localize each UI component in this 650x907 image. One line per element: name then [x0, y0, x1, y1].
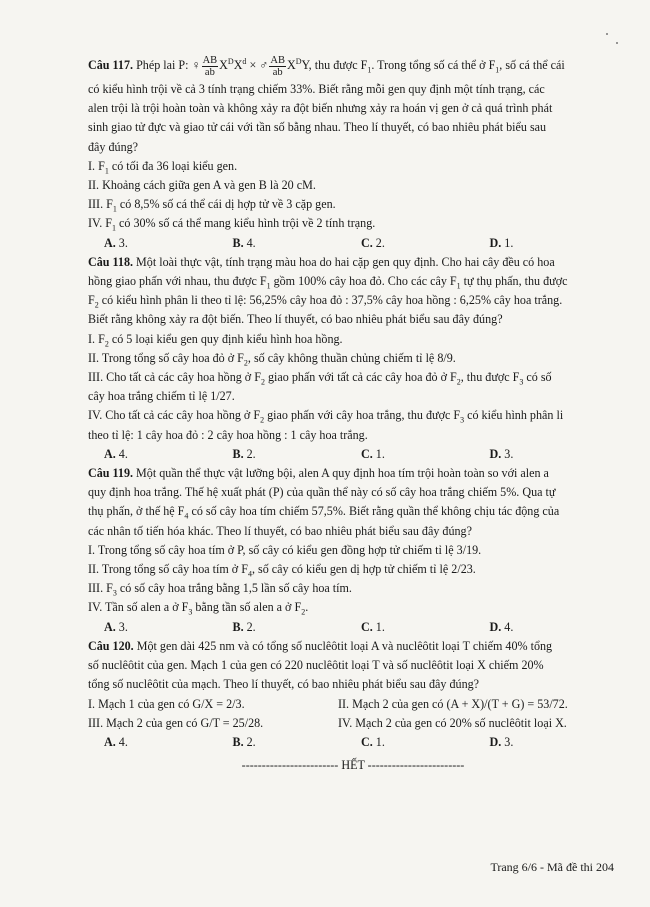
statement-row [88, 695, 618, 714]
answer-options [88, 234, 618, 253]
exam-page [88, 50, 618, 775]
statement: II. Trong tổng số cây hoa tím ở $F_4$, số cây có kiểu gen dị hợp tử chiếm tỉ lệ 2/23. [88, 562, 476, 579]
question-text: các nhân tố tiến hóa khác. Theo lí thuyết, có bao nhiêu phát biểu sau đây đúng? [88, 523, 472, 538]
question-text: số nuclêôtit của gen. Mạch 1 của gen có 220 nuclêôtit loại T và số nuclêôtit loại X chiếm 20% [88, 658, 544, 673]
answer-option[interactable]: C. 1. [361, 446, 385, 461]
question-text: quy định hoa trắng. Thế hệ xuất phát (P) của quần thể này có số cây hoa trắng chiếm 5%. Qua tự [88, 485, 556, 500]
answer-option[interactable]: A. 3. [104, 235, 128, 250]
page-footer: Trang 6/6 - Mã đề thi 204 [490, 860, 614, 874]
answer-option[interactable]: A. 4. [104, 446, 128, 461]
statement: II. Trong tổng số cây hoa đỏ ở $F_2$, số cây không thuần chủng chiếm tỉ lệ 8/9. [88, 350, 456, 368]
question-text: Phép lai P: ♀ [136, 58, 201, 72]
scan-speck [606, 33, 608, 35]
genotype-fraction: $\frac{AB}{ab}$ [270, 54, 285, 78]
statement: I. $F_1$ có tối đa 36 loại kiểu gen. [88, 158, 238, 176]
question-title: Câu 118. [88, 254, 134, 269]
statement: II. Mạch 2 của gen có (A + X)/(T + G) = 53/72. [338, 696, 568, 711]
statement: theo tỉ lệ: 1 cây hoa đỏ : 2 cây hoa hồng : 1 cây hoa trắng. [88, 427, 368, 442]
genotype-fraction: $\frac{AB}{ab}$ [202, 54, 218, 78]
answer-option[interactable]: D. 3. [489, 446, 514, 461]
answer-option[interactable]: A. 3. [104, 619, 128, 634]
answer-option[interactable]: A. 4. [104, 734, 128, 749]
scan-speck [616, 42, 618, 44]
question-117: Câu 117. Phép lai P: ♀ $\frac{AB}{ab}$ $X^DX^d$ × ♂ $\frac{AB}{ab}$ $X^DY$, thu được $F_1$. Trong tổng số cá thể ở $F_1$, số cá thể cái có kiểu hình trội về cả 3 tính trạng chiếm 33%. Biết rằng mỗi gen quy định một tính trạng, các alen trội là trội hoàn toàn và không xảy ra đột biến nhưng xảy ra hoán vị gen ở cả quá trình phát sinh giao tử đực và giao tử cái với tần số bằng nhau. Theo lí thuyết, có bao nhiêu phát biểu sau đây đúng? I. $F_1$ có tối đa 36 loại kiểu gen. II. Khoảng cách giữa gen A và gen B là 20 cM. III. $F_1$ có 8,5% số cá thể cái dị hợp tử về 3 cặp gen. IV. $F_1$ có 30% số cá thể mang kiểu hình trội về 2 tính trạng. A. 3. B. 4. C. 2. D. 1. [88, 50, 618, 253]
question-text: alen trội là trội hoàn toàn và không xảy ra đột biến nhưng xảy ra hoán vị gen ở cả quá trình phát [88, 101, 553, 116]
statement: III. Mạch 2 của gen có G/T = 25/28. [88, 715, 264, 730]
question-title: Câu 117. [88, 58, 134, 72]
statement: III. $F_3$ có số cây hoa trắng bằng 1,5 lần số cây hoa tím. [88, 581, 352, 598]
statement-row [88, 714, 618, 733]
question-text: tổng số nuclêôtit của mạch. Theo lí thuyết, có bao nhiêu phát biểu sau đây đúng? [88, 677, 480, 692]
answer-option[interactable]: C. 1. [361, 619, 385, 634]
question-120: Câu 120. Một gen dài 425 nm và có tổng số nuclêôtit loại A và nuclêôtit loại T chiếm 40% tổng số nuclêôtit của gen. Mạch 1 của gen có 220 nuclêôtit loại T và số nuclêôtit loại X chiếm 20% tổng số nuclêôtit của mạch. Theo lí thuyết, có bao nhiêu phát biểu sau đây đúng? I. Mạch 1 của gen có G/X = 2/3. II. Mạch 2 của gen có (A + X)/(T + G) = 53/72. III. Mạch 2 của gen có G/T = 25/28. IV. Mạch 2 của gen có 20% số nuclêôtit loại X. A. 4. B. 2. C. 1. D. 3. [88, 637, 618, 752]
question-title: Câu 120. [88, 638, 134, 653]
question-text: Biết rằng không xảy ra đột biến. Theo lí thuyết, có bao nhiêu phát biểu sau đây đúng? [88, 312, 503, 327]
answer-option[interactable]: C. 1. [361, 734, 385, 749]
answer-option[interactable]: B. 2. [232, 734, 256, 749]
question-text: thụ phấn, ở thế hệ $F_4$ có số cây hoa tím chiếm 57,5%. Biết rằng quần thể không chịu tác động của [88, 504, 560, 521]
question-text: có kiểu hình trội về cả 3 tính trạng chiếm 33%. Biết rằng mỗi gen quy định một tính trạng, các [88, 82, 545, 96]
statement: I. Trong tổng số cây hoa tím ở P, số cây có kiểu gen đồng hợp tử chiếm tỉ lệ 3/19. [88, 542, 482, 557]
answer-option[interactable]: D. 1. [489, 235, 514, 250]
end-marker: ------------------------ HẾT ------------------------ [241, 758, 465, 773]
answer-option[interactable]: B. 2. [232, 446, 256, 461]
statement: I. $F_2$ có 5 loại kiểu gen quy định kiểu hình hoa hồng. [88, 331, 343, 349]
answer-option[interactable]: B. 2. [232, 619, 256, 634]
question-119: Câu 119. Một quần thể thực vật lưỡng bội, alen A quy định hoa tím trội hoàn toàn so với alen a quy định hoa trắng. Thế hệ xuất phát (P) của quần thể này có số cây hoa trắng chiếm 5%. Qua tự thụ phấn, ở thế hệ $F_4$ có số cây hoa tím chiếm 57,5%. Biết rằng quần thể không chịu tác động của các nhân tố tiến hóa khác. Theo lí thuyết, có bao nhiêu phát biểu sau đây đúng? I. Trong tổng số cây hoa tím ở P, số cây có kiểu gen đồng hợp tử chiếm tỉ lệ 3/19. II. Trong tổng số cây hoa tím ở $F_4$, số cây có kiểu gen dị hợp tử chiếm tỉ lệ 2/23. III. $F_3$ có số cây hoa trắng bằng 1,5 lần số cây hoa tím. IV. Tần số alen a ở $F_3$ bằng tần số alen a ở $F_2$. A. 3. B. 2. C. 1. D. 4. [88, 464, 618, 637]
answer-option[interactable]: B. 4. [232, 235, 256, 250]
statement: III. $F_1$ có 8,5% số cá thể cái dị hợp tử về 3 cặp gen. [88, 197, 336, 214]
question-text: sinh giao tử đực và giao tử cái với tần số bằng nhau. Theo lí thuyết, có bao nhiêu phát biểu sau [88, 120, 547, 135]
statement: II. Khoảng cách giữa gen A và gen B là 20 cM. [88, 178, 316, 193]
answer-option[interactable]: D. 4. [489, 619, 514, 634]
statement: III. Cho tất cả các cây hoa hồng ở $F_2$ giao phấn với tất cả các cây hoa đỏ ở $F_2$, thu được $F_3$ có số [88, 370, 552, 387]
statement: IV. Mạch 2 của gen có 20% số nuclêôtit loại X. [338, 715, 567, 730]
answer-option[interactable]: C. 2. [361, 235, 385, 250]
answer-options [88, 618, 618, 637]
statement: cây hoa trắng chiếm tỉ lệ 1/27. [88, 389, 235, 404]
answer-options [88, 445, 618, 464]
question-text: đây đúng? [88, 139, 139, 154]
question-118: Câu 118. Một loài thực vật, tính trạng màu hoa do hai cặp gen quy định. Cho hai cây đều có hoa hồng giao phấn với nhau, thu được $F_1$ gồm 100% cây hoa đỏ. Cho các cây $F_1$ tự thụ phấn, thu được $F_2$ có kiểu hình phân li theo tỉ lệ: 56,25% cây hoa đỏ : 37,5% cây hoa hồng : 6,25% cây hoa trắng. Biết rằng không xảy ra đột biến. Theo lí thuyết, có bao nhiêu phát biểu sau đây đúng? I. $F_2$ có 5 loại kiểu gen quy định kiểu hình hoa hồng. II. Trong tổng số cây hoa đỏ ở $F_2$, số cây không thuần chủng chiếm tỉ lệ 8/9. III. Cho tất cả các cây hoa hồng ở $F_2$ giao phấn với tất cả các cây hoa đỏ ở $F_2$, thu được $F_3$ có số cây hoa trắng chiếm tỉ lệ 1/27. IV. Cho tất cả các cây hoa hồng ở $F_2$ giao phấn với cây hoa trắng, thu được $F_3$ có kiểu hình phân li theo tỉ lệ: 1 cây hoa đỏ : 2 cây hoa hồng : 1 cây hoa trắng. A. 4. B. 2. C. 1. D. 3. [88, 253, 618, 464]
statement: I. Mạch 1 của gen có G/X = 2/3. [88, 696, 245, 711]
question-title: Câu 119. [88, 466, 134, 481]
answer-options [88, 733, 618, 752]
question-text: hồng giao phấn với nhau, thu được $F_1$ gồm 100% cây hoa đỏ. Cho các cây $F_1$ tự thụ phấn, thu được [88, 274, 568, 291]
question-text: $F_2$ có kiểu hình phân li theo tỉ lệ: 56,25% cây hoa đỏ : 37,5% cây hoa hồng : 6,25% cây hoa trắng. [88, 293, 563, 310]
answer-option[interactable]: D. 3. [489, 734, 514, 749]
statement: IV. $F_1$ có 30% số cá thể mang kiểu hình trội về 2 tính trạng. [88, 216, 376, 233]
statement: IV. Cho tất cả các cây hoa hồng ở $F_2$ giao phấn với cây hoa trắng, thu được $F_3$ có kiểu hình phân li [88, 408, 564, 425]
statement: IV. Tần số alen a ở $F_3$ bằng tần số alen a ở $F_2$. [88, 600, 309, 617]
